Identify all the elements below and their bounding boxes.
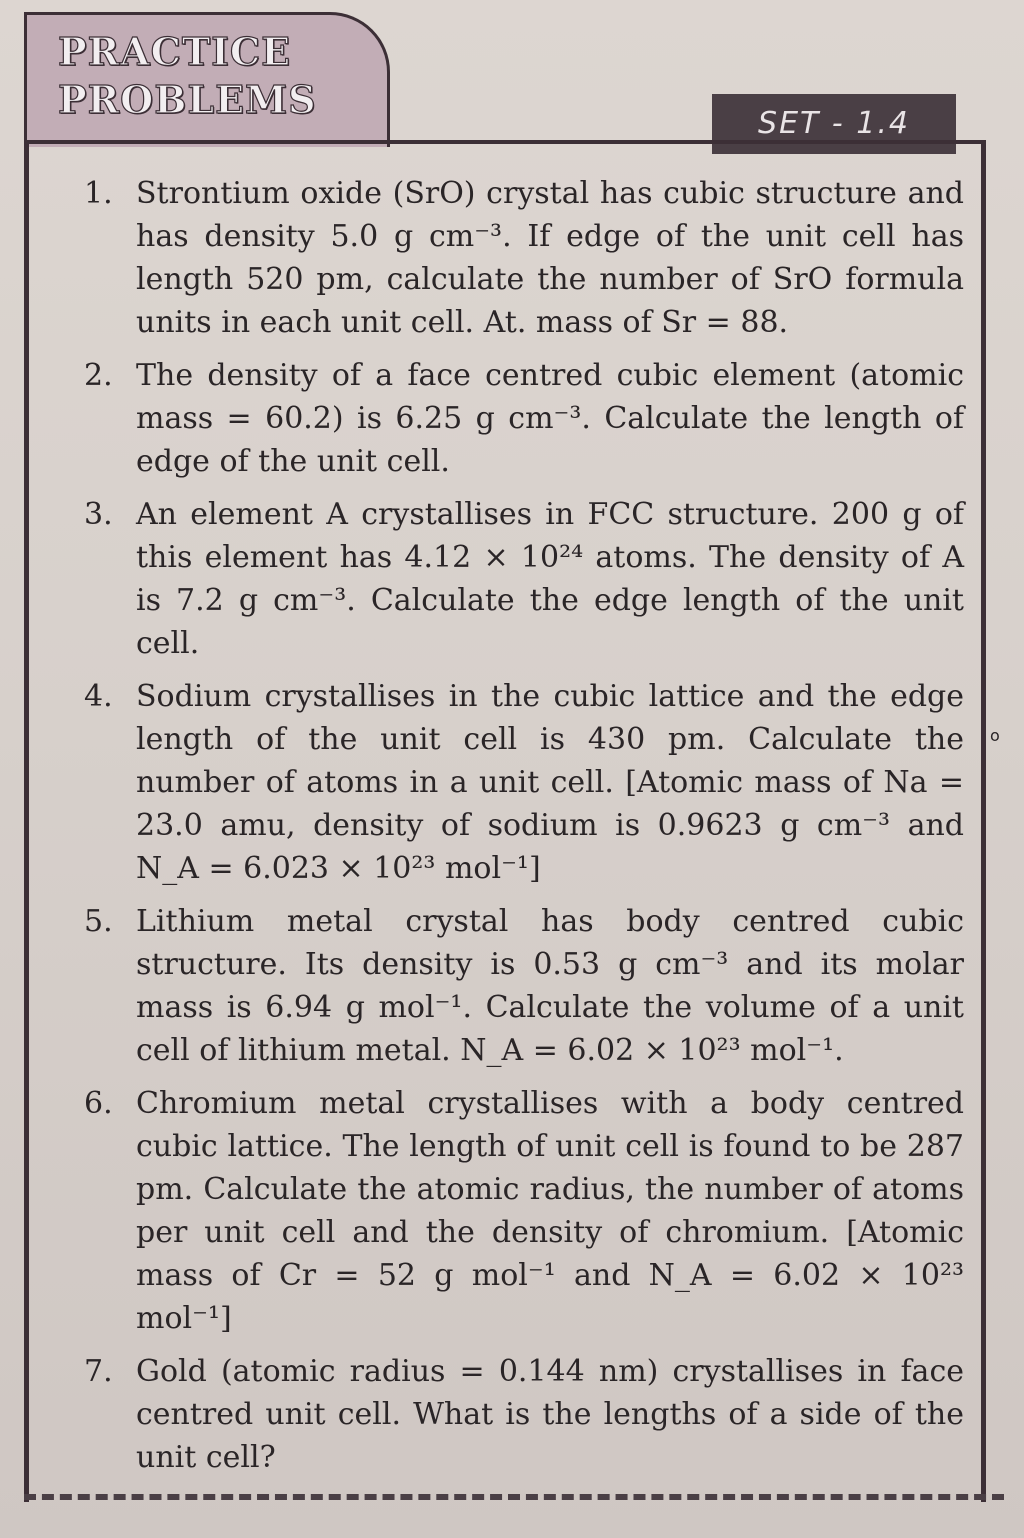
problem-5 xyxy=(84,900,964,1072)
bottom-dashed-border xyxy=(24,1494,1004,1500)
problem-text: Gold (atomic radius = 0.144 nm) crystallises in face centred unit cell. What is the lengths of a side of the unit cell? xyxy=(136,1354,964,1475)
problem-text: The density of a face centred cubic element (atomic mass = 60.2) is 6.25 g cm⁻³. Calculate the length of edge of the unit cell. xyxy=(136,358,964,479)
problem-1 xyxy=(84,172,964,344)
problem-number: 6. xyxy=(84,1086,113,1121)
problem-text: Lithium metal crystal has body centred cubic structure. Its density is 0.53 g cm⁻³ and its molar mass is 6.94 g mol⁻¹. Calculate the volume of a unit cell of lithium metal. N_A = 6.02 × 10²³ mol⁻¹. xyxy=(136,904,964,1068)
problem-4 xyxy=(84,675,964,890)
section-title xyxy=(58,28,317,124)
problem-number: 4. xyxy=(84,679,113,714)
problem-6 xyxy=(84,1082,964,1340)
problem-number: 1. xyxy=(84,176,113,211)
problem-text: An element A crystallises in FCC structure. 200 g of this element has 4.12 × 10²⁴ atoms. The density of A is 7.2 g cm⁻³. Calculate the edge length of the unit cell. xyxy=(136,497,964,661)
title-line-1: PRACTICE xyxy=(58,29,292,74)
problem-number: 3. xyxy=(84,497,113,532)
problem-list xyxy=(84,172,964,1489)
problem-text: Strontium oxide (SrO) crystal has cubic structure and has density 5.0 g cm⁻³. If edge of the unit cell has length 520 pm, calculate the number of SrO formula units in each unit cell. At. mass of Sr = 88. xyxy=(136,176,964,340)
set-label: SET - 1.4 xyxy=(712,94,956,154)
problem-number: 2. xyxy=(84,358,113,393)
problem-number: 5. xyxy=(84,904,113,939)
problem-text: Chromium metal crystallises with a body centred cubic lattice. The length of unit cell is found to be 287 pm. Calculate the atomic radius, the number of atoms per unit cell and the density of chromium. [Atomic mass of Cr = 52 g mol⁻¹ and N_A = 6.02 × 10²³ mol⁻¹] xyxy=(136,1086,964,1336)
problem-2 xyxy=(84,354,964,483)
title-line-2: PROBLEMS xyxy=(58,77,317,122)
margin-mark: o xyxy=(990,726,1000,745)
problem-text: Sodium crystallises in the cubic lattice and the edge length of the unit cell is 430 pm. Calculate the number of atoms in a unit cell. [Atomic mass of Na = 23.0 amu, density of sodium is 0.9623 g cm⁻³ and N_A = 6.023 × 10²³ mol⁻¹] xyxy=(136,679,964,886)
problem-3 xyxy=(84,493,964,665)
problem-7 xyxy=(84,1350,964,1479)
problem-number: 7. xyxy=(84,1354,113,1389)
